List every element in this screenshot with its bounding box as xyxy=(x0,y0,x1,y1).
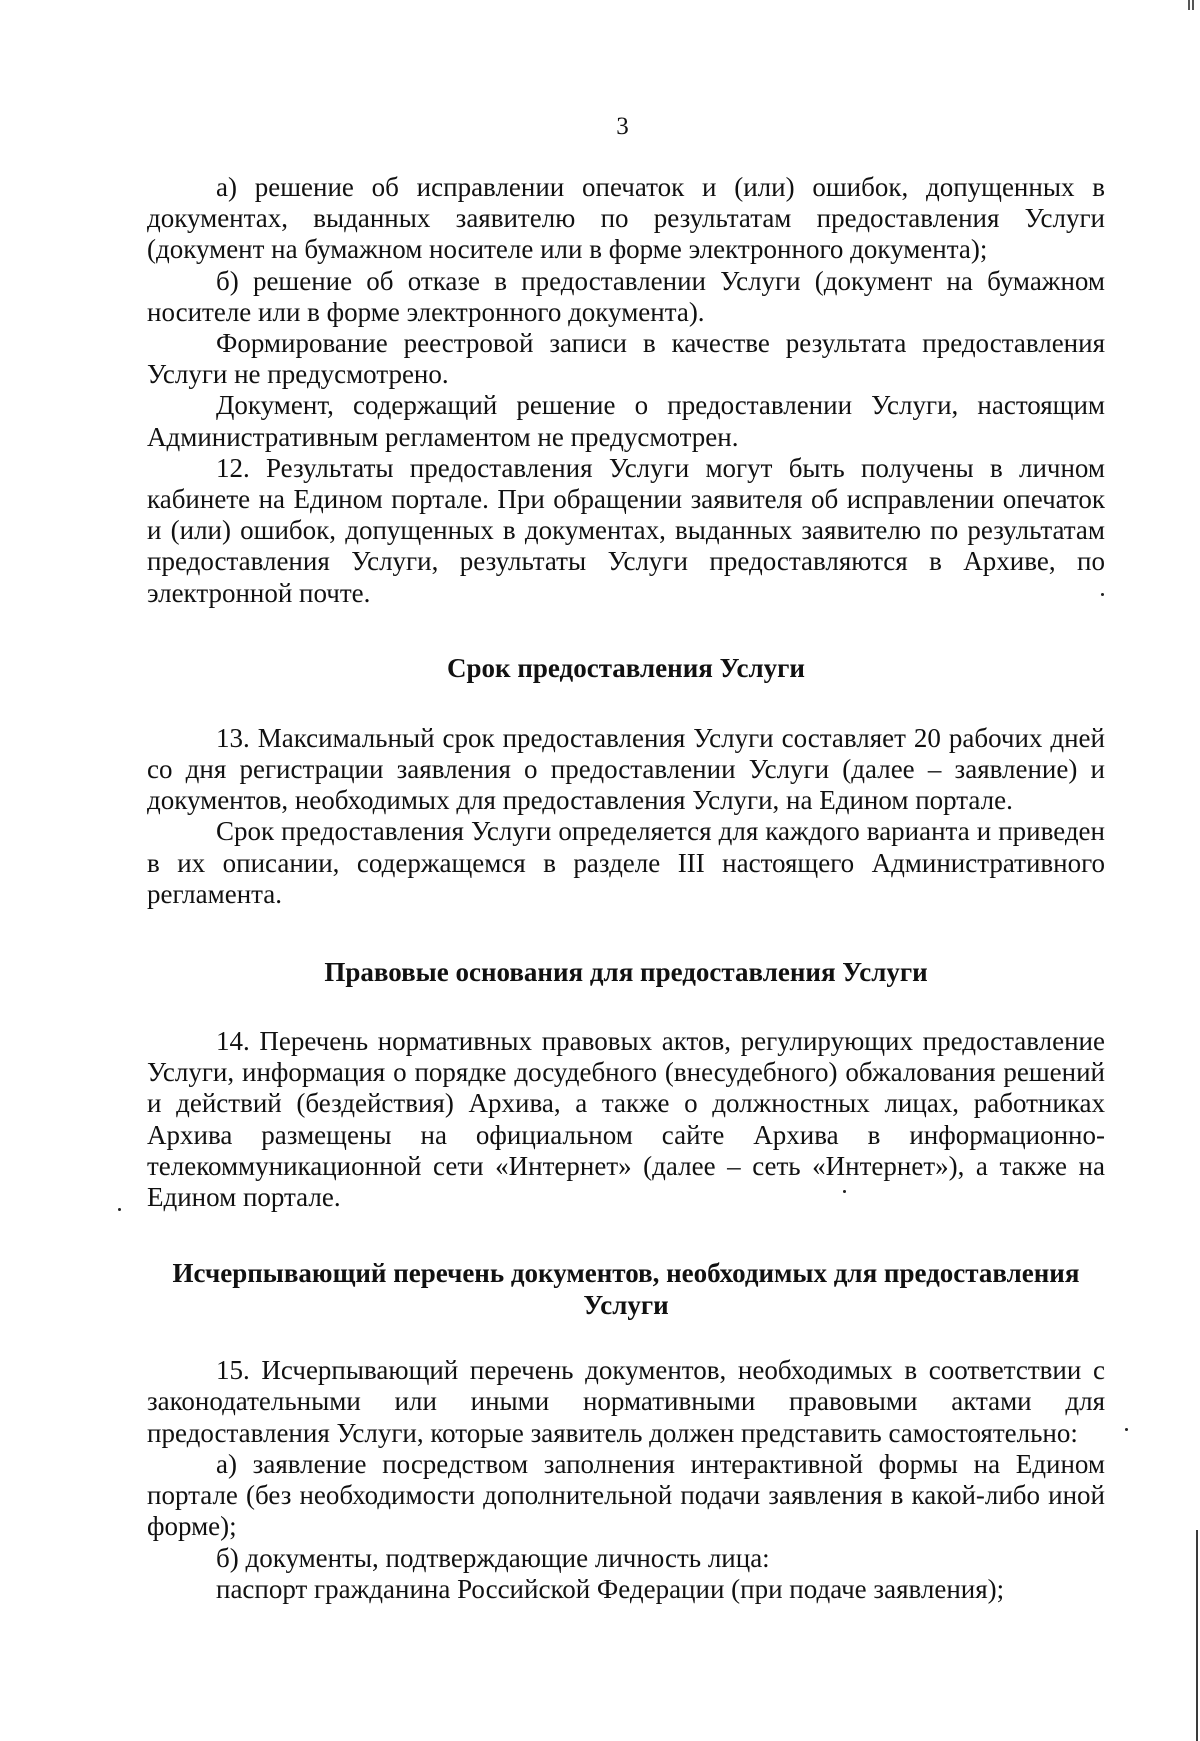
paragraph: Срок предоставления Услуги определяется для каждого варианта и приведен в их описании, содержащемся в разделе III настоящего Административного регламента. xyxy=(147,816,1105,909)
paragraph: паспорт гражданина Российской Федерации (при подаче заявления); xyxy=(216,1573,1005,1604)
scan-mark xyxy=(1192,0,1194,10)
paragraph-item-13: 13. Максимальный срок предоставления Услуги составляет 20 рабочих дней со дня регистрации заявления о предоставлении Услуги (далее – заявление) и документов, необходимых для предоставления Услуги, на Едином портале. xyxy=(147,722,1105,816)
paragraph: а) решение об исправлении опечаток и (или) ошибок, допущенных в документах, выданных заявителю по результатам предоставления Услуги (документ на бумажном носителе или в форме электронного документа); xyxy=(147,172,1105,265)
paragraph: б) решение об отказе в предоставлении Услуги (документ на бумажном носителе или в форме электронного документа). xyxy=(147,265,1105,327)
scan-speck xyxy=(1101,593,1104,596)
document-body xyxy=(147,172,1105,1605)
section-heading-line: Исчерпывающий перечень документов, необходимых для предоставления xyxy=(172,1258,1080,1289)
paragraph-item-15: 15. Исчерпывающий перечень документов, необходимых в соответствии с законодательными или иными нормативными правовыми актами для предоставления Услуги, которые заявитель должен представить самостоятельно: xyxy=(147,1355,1105,1448)
paragraph-item-14: 14. Перечень нормативных правовых актов, регулирующих предоставление Услуги, информация о порядке досудебного (внесудебного) обжалования решений и действий (бездействия) Архива, а также о должностных лицах, работниках Архива размещены на официальном сайте Архива в информационно-телекоммуникационной сети «Интернет» (далее – сеть «Интернет»), а также на Едином портале. xyxy=(147,1026,1105,1213)
paragraph-item-12: 12. Результаты предоставления Услуги могут быть получены в личном кабинете на Едином портале. При обращении заявителя об исправлении опечаток и (или) ошибок, допущенных в документах, выданных заявителю по результатам предоставления Услуги, результаты Услуги предоставляются в Архиве, по электронной почте. xyxy=(147,452,1105,608)
section-heading-line: Услуги xyxy=(583,1290,669,1321)
paragraph: Документ, содержащий решение о предоставлении Услуги, настоящим Административным регламентом не предусмотрен. xyxy=(147,390,1105,452)
scan-speck xyxy=(118,1208,121,1211)
scan-mark xyxy=(1188,0,1190,10)
paragraph: б) документы, подтверждающие личность лица: xyxy=(216,1542,770,1573)
paragraph: Формирование реестровой записи в качестве результата предоставления Услуги не предусмотрено. xyxy=(147,328,1105,390)
paragraph: а) заявление посредством заполнения интерактивной формы на Едином портале (без необходимости дополнительной подачи заявления в какой-либо иной форме); xyxy=(147,1448,1105,1542)
section-heading-legal-basis: Правовые основания для предоставления Услуги xyxy=(324,957,928,988)
scan-edge-line xyxy=(1196,1530,1198,1741)
scan-speck xyxy=(843,1190,846,1193)
page-number: 3 xyxy=(616,113,629,140)
section-heading-documents xyxy=(147,1257,1105,1321)
scan-speck xyxy=(1125,1428,1128,1431)
section-heading-term: Срок предоставления Услуги xyxy=(447,652,805,683)
